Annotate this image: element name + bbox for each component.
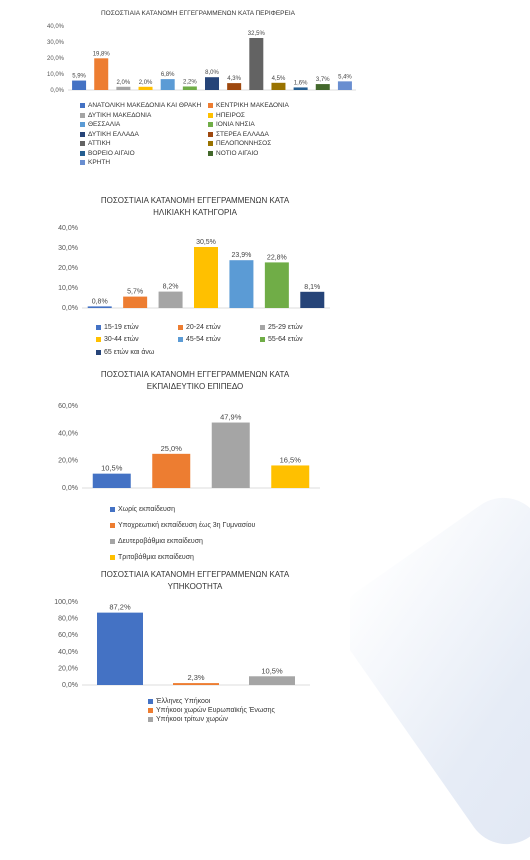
legend-item xyxy=(80,101,208,111)
legend xyxy=(96,321,336,359)
legend-item xyxy=(178,321,260,334)
data-label: 2,0% xyxy=(138,79,153,86)
legend-item xyxy=(96,346,178,359)
legend-item xyxy=(110,549,340,565)
legend-swatch xyxy=(80,122,85,127)
plot-area xyxy=(40,364,350,499)
bar xyxy=(300,292,324,308)
legend-swatch xyxy=(80,113,85,118)
legend-item xyxy=(80,139,208,149)
bar xyxy=(88,306,112,308)
legend-item xyxy=(178,334,260,347)
legend-label: ΙΟΝΙΑ ΝΗΣΙΑ xyxy=(216,121,255,129)
plot-area xyxy=(40,564,350,694)
bar xyxy=(123,297,147,308)
data-label: 5,7% xyxy=(127,288,144,296)
legend-item xyxy=(80,158,208,168)
legend-item xyxy=(208,130,336,140)
legend-label: Έλληνες Υπήκοοι xyxy=(156,698,211,705)
data-label: 8,0% xyxy=(205,70,219,77)
legend-swatch xyxy=(148,717,153,722)
bar xyxy=(94,58,108,90)
data-label: 19,8% xyxy=(92,51,110,58)
legend-label: ΠΕΛΟΠΟΝΝΗΣΟΣ xyxy=(216,140,272,148)
chart-title: ΠΟΣΟΣΤΙΑΙΑ ΚΑΤΑΝΟΜΗ ΕΓΓΕΓΡΑΜΜΕΝΩΝ ΚΑΤΑ xyxy=(100,370,290,379)
legend-item xyxy=(110,501,340,517)
bar xyxy=(249,38,263,90)
legend-label: ΝΟΤΙΟ ΑΙΓΑΙΟ xyxy=(216,149,259,157)
chart-subtitle: ΕΚΠΑΙΔΕΥΤΙΚΟ ΕΠΙΠΕΔΟ xyxy=(146,382,244,391)
y-tick-label: 30,0% xyxy=(46,40,64,46)
legend-item xyxy=(80,149,208,159)
legend-item xyxy=(208,101,336,111)
legend-swatch xyxy=(148,708,153,713)
legend-label: Τριτοβάθμια εκπαίδευση xyxy=(118,553,194,561)
y-tick-label: 80,0% xyxy=(58,615,78,623)
bar xyxy=(229,260,253,308)
legend-label: ΔΥΤΙΚΗ ΕΛΛΑΔΑ xyxy=(88,130,139,138)
legend-swatch xyxy=(96,325,101,330)
legend-swatch xyxy=(148,699,153,704)
plot-region xyxy=(38,4,358,104)
legend-item xyxy=(96,334,178,347)
y-tick-label: 100,0% xyxy=(54,599,78,606)
data-label: 10,5% xyxy=(101,463,123,473)
data-label: 0,8% xyxy=(91,298,108,306)
bar xyxy=(161,79,175,90)
legend-item xyxy=(208,120,336,130)
legend-swatch xyxy=(110,539,115,544)
legend-item xyxy=(80,130,208,140)
bar xyxy=(205,77,219,90)
y-tick-label: 0,0% xyxy=(50,88,64,94)
y-tick-label: 60,0% xyxy=(58,632,78,640)
legend-label: 55-64 ετών xyxy=(268,336,303,344)
legend-item xyxy=(148,706,348,715)
legend-label: Υπήκοοι χωρών Ευρωπαϊκής Ένωσης xyxy=(156,707,275,714)
y-tick-label: 20,0% xyxy=(46,56,64,62)
bar xyxy=(116,87,130,90)
legend-label: 45-54 ετών xyxy=(186,336,221,344)
legend-item xyxy=(208,139,336,149)
bar xyxy=(194,247,218,308)
legend-label: ΘΕΣΣΑΛΙΑ xyxy=(88,121,121,129)
legend-label: ΚΕΝΤΡΙΚΗ ΜΑΚΕΔΟΝΙΑ xyxy=(216,102,289,110)
legend-item xyxy=(80,111,208,121)
legend xyxy=(80,101,340,168)
legend-swatch xyxy=(178,325,183,330)
bar xyxy=(227,83,241,90)
legend-label: 15-19 ετών xyxy=(104,323,139,331)
legend-swatch xyxy=(208,113,213,118)
data-label: 5,4% xyxy=(338,74,352,81)
chart-subtitle: ΗΛΙΚΙΑΚΗ ΚΑΤΗΓΟΡΙΑ xyxy=(153,208,237,217)
chart-age xyxy=(40,188,350,360)
legend-swatch xyxy=(208,132,213,137)
bar xyxy=(72,81,86,90)
y-tick-label: 40,0% xyxy=(58,225,78,232)
legend-swatch xyxy=(208,151,213,156)
data-label: 5,9% xyxy=(72,73,86,80)
y-tick-label: 60,0% xyxy=(58,403,78,410)
legend-label: ΗΠΕΙΡΟΣ xyxy=(216,111,245,119)
chart-region xyxy=(38,4,358,186)
legend-swatch xyxy=(208,141,213,146)
bar xyxy=(152,454,190,488)
data-label: 23,9% xyxy=(231,252,252,260)
chart-education xyxy=(40,364,350,559)
data-label: 6,8% xyxy=(160,72,175,79)
data-label: 22,8% xyxy=(266,254,287,262)
y-tick-label: 0,0% xyxy=(62,305,78,312)
legend-swatch xyxy=(208,122,213,127)
y-tick-label: 20,0% xyxy=(58,265,78,272)
data-label: 30,5% xyxy=(196,239,216,246)
data-label: 25,0% xyxy=(160,443,182,453)
legend-swatch xyxy=(110,555,115,560)
bar xyxy=(271,465,309,488)
bar xyxy=(338,81,352,90)
legend-item xyxy=(208,111,336,121)
legend-item xyxy=(80,120,208,130)
legend-label: 25-29 ετών xyxy=(268,323,303,331)
legend-label: 20-24 ετών xyxy=(186,323,221,331)
legend-label: 30-44 ετών xyxy=(104,336,139,344)
data-label: 32,5% xyxy=(247,31,265,37)
y-tick-label: 0,0% xyxy=(62,682,78,689)
chart-subtitle: ΥΠΗΚΟΟΤΗΤΑ xyxy=(167,582,223,591)
chart-title: ΠΟΣΟΣΤΙΑΙΑ ΚΑΤΑΝΟΜΗ ΕΓΓΕΓΡΑΜΜΕΝΩΝ ΚΑΤΑ ΠΕΡΙΦΕΡΕΙΑ xyxy=(100,10,295,17)
legend-label: ΣΤΕΡΕΑ ΕΛΛΑΔΑ xyxy=(216,130,269,138)
chart-title: ΠΟΣΟΣΤΙΑΙΑ ΚΑΤΑΝΟΜΗ ΕΓΓΕΓΡΑΜΜΕΝΩΝ ΚΑΤΑ xyxy=(100,570,290,579)
bar xyxy=(139,87,153,90)
legend-item xyxy=(260,321,342,334)
legend-item xyxy=(96,321,178,334)
legend-swatch xyxy=(96,337,101,342)
y-tick-label: 40,0% xyxy=(46,24,64,30)
data-label: 47,9% xyxy=(220,412,242,422)
legend-swatch xyxy=(80,151,85,156)
legend-swatch xyxy=(80,141,85,146)
bar xyxy=(173,683,219,685)
data-label: 3,7% xyxy=(315,77,330,84)
data-label: 2,3% xyxy=(187,673,205,683)
legend-label: ΑΤΤΙΚΗ xyxy=(88,140,111,148)
bar xyxy=(294,87,308,90)
bar xyxy=(316,84,330,90)
bar xyxy=(212,423,250,488)
legend-label: Υποχρεωτική εκπαίδευση έως 3η Γυμνασίου xyxy=(118,521,256,529)
legend-swatch xyxy=(96,350,101,355)
legend-swatch xyxy=(80,132,85,137)
data-label: 87,2% xyxy=(109,602,131,612)
bar xyxy=(271,83,285,90)
plot-area xyxy=(40,188,350,318)
y-tick-label: 40,0% xyxy=(58,430,78,438)
legend-item xyxy=(110,533,340,549)
chart-title: ΠΟΣΟΣΤΙΑΙΑ ΚΑΤΑΝΟΜΗ ΕΓΓΕΓΡΑΜΜΕΝΩΝ ΚΑΤΑ xyxy=(100,196,290,205)
legend-label: ΚΡΗΤΗ xyxy=(88,159,111,167)
bar xyxy=(265,262,289,308)
data-label: 4,5% xyxy=(271,75,286,82)
legend-swatch xyxy=(110,523,115,528)
data-label: 1,6% xyxy=(293,80,308,87)
bar xyxy=(93,474,131,488)
y-tick-label: 20,0% xyxy=(58,457,78,465)
data-label: 8,2% xyxy=(162,283,179,291)
legend-swatch xyxy=(110,507,115,512)
legend-swatch xyxy=(178,337,183,342)
y-tick-label: 20,0% xyxy=(58,665,78,673)
legend-swatch xyxy=(260,337,265,342)
legend-item xyxy=(208,149,336,159)
legend-label: Υπήκοοι τρίτων χωρών xyxy=(156,716,228,723)
legend-label: Χωρίς εκπαίδευση xyxy=(118,505,176,513)
legend xyxy=(110,501,340,565)
data-label: 2,0% xyxy=(116,79,131,86)
legend-label: ΔΥΤΙΚΗ ΜΑΚΕΔΟΝΙΑ xyxy=(88,111,152,119)
legend-label: ΒΟΡΕΙΟ ΑΙΓΑΙΟ xyxy=(88,149,135,157)
legend-swatch xyxy=(260,325,265,330)
bar xyxy=(183,86,197,90)
data-label: 2,2% xyxy=(183,79,197,86)
legend-label: ΑΝΑΤΟΛΙΚΗ ΜΑΚΕΔΟΝΙΑ ΚΑΙ ΘΡΑΚΗ xyxy=(88,102,202,110)
bar xyxy=(97,613,143,685)
legend-swatch xyxy=(80,160,85,165)
y-tick-label: 30,0% xyxy=(58,245,78,252)
legend-swatch xyxy=(80,103,85,108)
data-label: 10,5% xyxy=(261,666,283,676)
y-tick-label: 10,0% xyxy=(58,285,78,292)
y-tick-label: 0,0% xyxy=(62,485,78,492)
legend xyxy=(148,697,348,724)
bar xyxy=(159,292,183,308)
chart-citizenship xyxy=(40,564,350,744)
legend-item xyxy=(148,697,348,706)
legend-swatch xyxy=(208,103,213,108)
y-tick-label: 40,0% xyxy=(58,648,78,656)
legend-label: 65 ετών και άνω xyxy=(104,348,155,356)
data-label: 16,5% xyxy=(279,455,301,465)
y-tick-label: 10,0% xyxy=(46,72,64,78)
background-decoration xyxy=(325,482,530,860)
legend-item xyxy=(110,517,340,533)
legend-item xyxy=(260,334,342,347)
bar xyxy=(249,676,295,685)
data-label: 8,1% xyxy=(304,283,321,291)
legend-item xyxy=(148,715,348,724)
legend-label: Δευτεροβάθμια εκπαίδευση xyxy=(118,537,203,545)
data-label: 4,3% xyxy=(227,76,241,83)
